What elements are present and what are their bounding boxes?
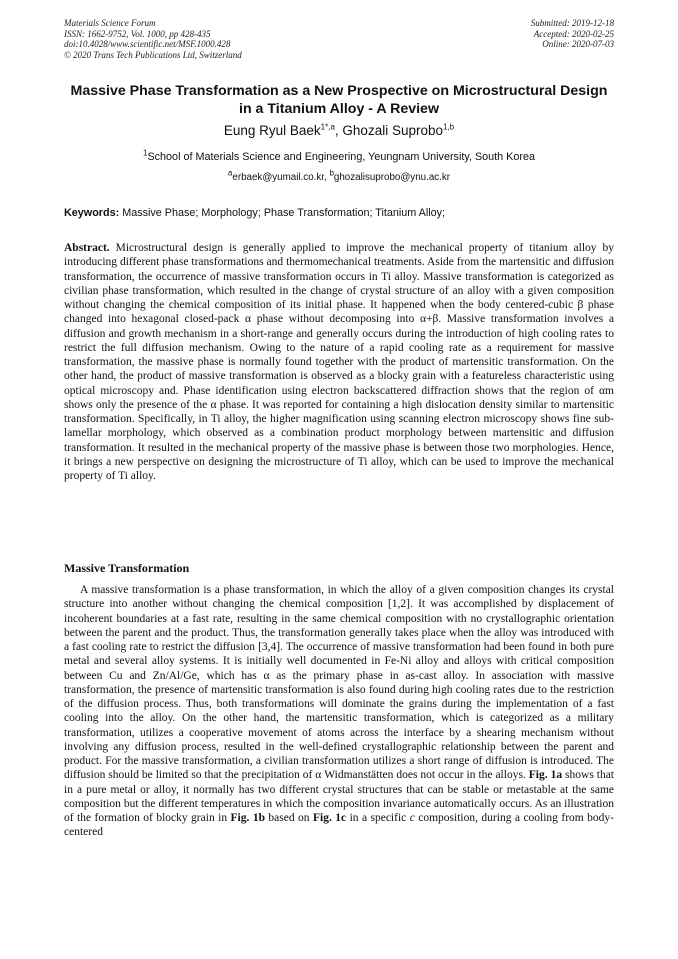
email-link[interactable]: erbaek@yumail.co.kr, xyxy=(232,172,330,183)
submission-dates xyxy=(531,18,614,50)
author-affiliation-mark: 1,b xyxy=(443,122,455,132)
submitted-date: Submitted: 2019-12-18 xyxy=(530,18,614,28)
keywords-label: Keywords: xyxy=(64,207,120,219)
composition-variable: c xyxy=(409,812,415,824)
body-text: composition, during a cooling from body-centered xyxy=(64,812,615,839)
author-name: Eung Ryul Baek xyxy=(223,123,321,138)
author-separator: , xyxy=(334,123,343,138)
journal-doi: doi:10.4028/www.scientific.net/MSF.1000.428 xyxy=(64,39,231,50)
abstract xyxy=(64,241,614,483)
journal-name: Materials Science Forum xyxy=(64,18,156,28)
author-emails xyxy=(64,168,614,184)
body-text: A massive transformation is a phase transformation, in which the alloy of a given composition changes its crystal structure into another without changing the chemical composition [1,2]. It was accomplished by displacement of incoherent boundaries at a fast rate, resulting in the same chemical composition with no crystallographic orientation between the parent and the product. Thus, the transformation generally takes place when the alloy was introduced with a fast cooling rate to restrict the diffusion [3,4]. The occurrence of massive transformation had been found in both pure metal and several alloy systems. It is initially well documented in Fe-Ni alloy and alloys with critical composition between Cu and Zn/Al/Ge, which has α as the primary phase in as-cast alloy. In association with massive transformation, the presence of martensitic transformation is also found during high cooling rates due to the restriction of the diffusion process. Thus, both transformations will dominate the grains during the implementation of a fast cooling into the alloy. On the other hand, the martensitic transformation, which is categorized as a military transformation, utilizes a cooperative movement of atoms across the interface by a shearing mechanism without involving any diffusion process, resulted in the well-defined crystallographic relationship between the parent and product. For the massive transformation, a civilian transformation utilizes a short range of diffusion is introduced. The diffusion should be limited so that the precipitation of α Widmanstätten does not occur in the alloys. xyxy=(64,584,614,782)
keywords xyxy=(64,207,624,220)
journal-copyright: © 2020 Trans Tech Publications Ltd, Switzerland xyxy=(64,49,242,60)
affiliation xyxy=(64,148,614,164)
figure-reference[interactable]: Fig. 1c xyxy=(312,812,347,824)
body-text: shows that in a pure metal or alloy, it normally has two different crystal structures that can be stable or metastable at the same composition but the different temperatures in which the composition invariance automatically occurs. As an illustration of the formation of blocky grain in xyxy=(64,769,614,824)
email-mark: b xyxy=(329,168,334,178)
abstract-text: Microstructural design is generally applied to improve the mechanical property of titanium alloy by introducing different phase transformations and thermomechanical treatments. Aside from the martensitic and diffusion transformation, the occurrence of massive transformation occurs in Ti alloy. Massive transformation is categorized as civilian phase transformation, which resulted in the change of crystal structure of an alloy with a given composition without changing the chemical composition of its initial phase. It happened when the body centered-cubic β phase changed into hexagonal closed-pack α phase without decomposing into α+β. Massive transformation involves a diffusion and growth mechanism in a short-range and generally occurs during the introduction of high cooling rates to restrict the full diffusion mechanism. Owing to the nature of a rapid cooling rate as a requirement for massive transformation, the massive phase is normally found together with the product of martensitic transformation. On the other hand, the product of massive transformation is observed as a blocky grain with a featureless characteristic using optical microscopy and. Phase identification using electron backscattered diffraction shows that the region of αm shows only the presence of the α phase. It was reported for containing a high dislocation density similar to martensitic transformation. Specifically, in Ti alloy, the higher magnification using scanning electron microscopy shows fine sub-lamellar morphology, which observed as a combination product morphology between martensitic and diffusion transformation. It resulted in the mechanical property of the massive phase is between those two morphologies. Hence, it brings a new perspective on designing the microstructure of Ti alloy, which can be used to improve the mechanical property of Ti alloy. xyxy=(64,242,614,482)
figure-reference[interactable]: Fig. 1a xyxy=(528,769,563,782)
body-text: in a specific xyxy=(346,812,410,824)
abstract-label: Abstract. xyxy=(64,242,110,254)
journal-info xyxy=(64,18,242,60)
accepted-date: Accepted: 2020-02-25 xyxy=(533,28,614,39)
body-text: based on xyxy=(264,812,313,824)
paper-title: Massive Phase Transformation as a New Prospective on Microstructural Design in a Titanium Alloy - A Review xyxy=(70,83,608,117)
figure-reference[interactable]: Fig. 1b xyxy=(230,812,265,824)
author-affiliation-mark: 1*,a xyxy=(320,122,335,132)
section-heading: Massive Transformation xyxy=(64,561,190,575)
email-link[interactable]: ghozalisuprobo@ynu.ac.kr xyxy=(333,172,451,183)
online-date: Online: 2020-07-03 xyxy=(542,39,614,50)
affiliation-text: School of Materials Science and Engineering, Yeungnam University, South Korea xyxy=(147,151,535,163)
section-body xyxy=(64,583,614,840)
email-mark: a xyxy=(227,168,233,178)
journal-issn: ISSN: 1662-9752, Vol. 1000, pp 428-435 xyxy=(64,28,211,39)
author-list xyxy=(64,123,614,139)
keywords-text: Massive Phase; Morphology; Phase Transformation; Titanium Alloy; xyxy=(119,207,446,219)
author-name: Ghozali Suprobo xyxy=(342,123,443,138)
affiliation-mark: 1 xyxy=(143,148,148,158)
